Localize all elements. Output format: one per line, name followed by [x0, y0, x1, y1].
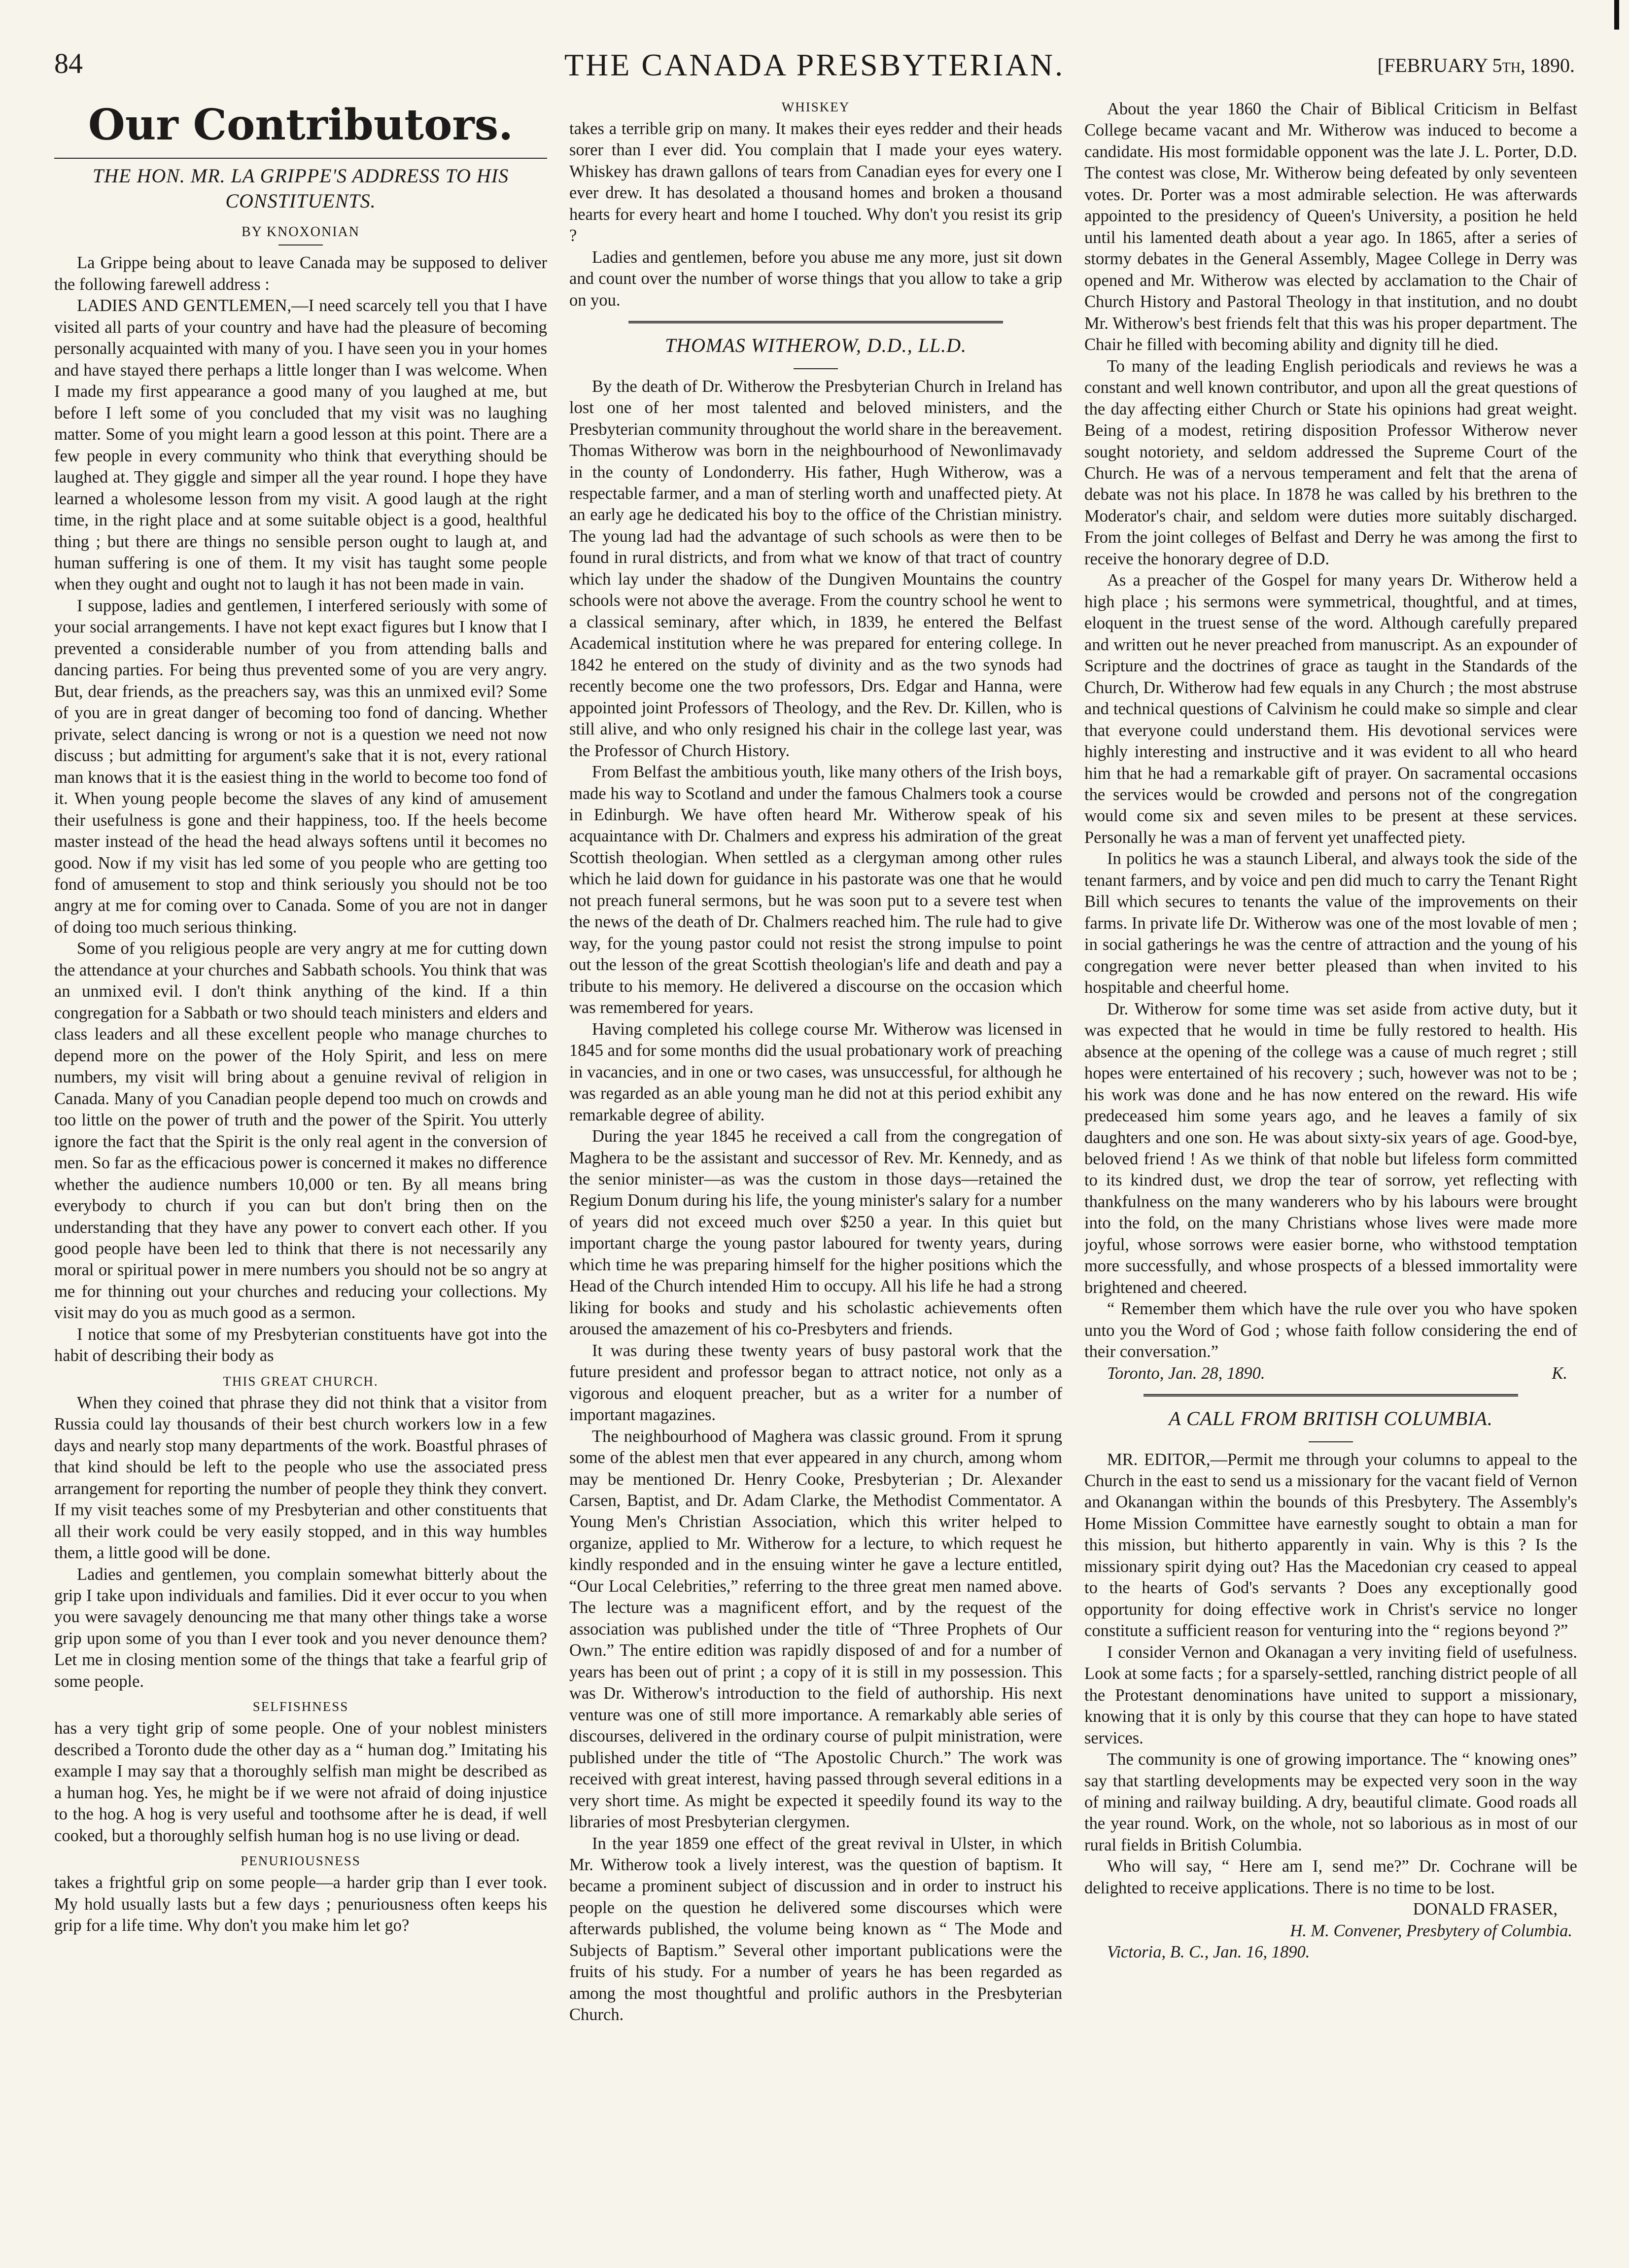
- paragraph: takes a terrible grip on many. It makes their eyes redder and their heads sorer than I ever did. You complain that I made your eyes watery. Whiskey has drawn gallons of tears from Canadian eyes for every one I ever drew. It has desolated a thousand homes and broken a thousand hearts for every heart and home I touched. Why don't you resist its grip ?: [569, 119, 1062, 245]
- byline: BY KNOXONIAN: [242, 224, 360, 240]
- newspaper-title: THE CANADA PRESBYTERIAN.: [564, 47, 1065, 82]
- paragraph: To many of the leading English periodicals and reviews he was a constant and well known contributor, and upon all the great questions of the day affecting either Church or State his opinions had great weight. Being of a modest, retiring disposition Professor Witherow never sought notoriety, and seldom addressed the Supreme Court of the Church. He was of a nervous temperament and felt that the arena of debate was not his place. In 1878 he was called by his brethren to the Moderator's chair, and seldom were duties more suitably discharged. From the joint colleges of Belfast and Derry he was among the first to receive the honorary degree of D.D.: [1084, 356, 1577, 568]
- subheading: PENURIOUSNESS: [241, 1853, 361, 1869]
- paragraph: LADIES AND GENTLEMEN,—I need scarcely tell you that I have visited all parts of your country and have had the pleasure of becoming personally acquainted with many of you. I have seen you in your homes and have stayed there perhaps a little longer than I was welcome. When I made my first appearance a good many of you laughed at me, but before I left some of you concluded that my visit was no laughing matter. Some of you might learn a good lesson at this point. There are a few people in every community who think that everything should be laughed at. They giggle and simper all the year round. I hope they have learned a wholesome lesson from my visit. A good laugh at the right time, in the right place and at some suitable object is a good, healthful thing ; but there are things no sensible person ought to laugh at, and human suffering is one of them. It my visit has taught some people when they ought and ought not to laugh it has not been made in vain.: [54, 296, 547, 594]
- paragraph-text: —Permit me through your columns to appeal to the Church in the east to send us a missionary for the vacant field of Vernon and Okanangan within the bounds of this Presbytery. The Assembly's Home Mission Committee have earnestly sought to obtain a man for this mission, but hitherto apparently in vain. Why is this ? Is the missionary spirit dying out? Has the Macedonian cry ceased to appeal to the hearts of God's servants ? Does any exceptionally good opportunity for doing effective work in Christ's service no longer constitute a sufficient reason for venturing into the “ regions beyond ?”: [1084, 1450, 1577, 1640]
- paragraph: During the year 1845 he received a call from the congregation of Maghera to be the assistant and successor of Rev. Mr. Kennedy, and as the senior minister—as was the custom in those days—retained the Regium Donum during his life, the young minister's salary for a number of years did not exceed much over $250 a year. In this quiet but important charge the young pastor laboured for twenty years, during which time he was preparing himself for the higher positions which the Head of the Church intended Him to occupy. All his life he had a strong liking for books and study and his scholastic achievements often aroused the amazement of his co-Presbyters and friends.: [569, 1127, 1062, 1339]
- paragraph: “ Remember them which have the rule over you who have spoken unto you the Word of God ; whose faith follow considering the end of their conversation.”: [1084, 1299, 1577, 1361]
- divider: [1309, 1441, 1353, 1442]
- paragraph: I consider Vernon and Okanagan a very inviting field of usefulness. Look at some facts ; for a sparsely-settled, ranching district people of all the Protestant denominations have united to support a missionary, knowing that it is only by this course that they can hope to have stated services.: [1084, 1642, 1577, 1747]
- paragraph: I notice that some of my Presbyterian constituents have got into the habit of describing their body as: [54, 1325, 547, 1365]
- divider: [794, 368, 838, 369]
- author-signature: K.: [1552, 1363, 1567, 1383]
- paragraph: When they coined that phrase they did not think that a visitor from Russia could lay thousands of their best church workers low in a few days and nearly stop many departments of the work. Boastful phrases of that kind should be left to the people who use the associated press arrangement for reporting the number of people they think they convert. If my visit teaches some of my Presbyterian and other constituents that all their work could be very easily stopped, and in this way humbles them, a little good will be done.: [54, 1393, 547, 1563]
- paragraph: The community is one of growing importance. The “ knowing ones” say that startling developments may be expected very soon in the way of mining and railway building. A dry, beautiful climate. Good roads all the year round. Work, on the whole, not so laborious as in most of our rural fields in British Columbia.: [1084, 1750, 1577, 1854]
- salutation: MR. EDITOR,: [1107, 1450, 1211, 1469]
- paragraph: By the death of Dr. Witherow the Presbyterian Church in Ireland has lost one of her most talented and beloved ministers, and the Presbyterian community throughout the world share in the bereavement. Thomas Witherow was born in the neighbourhood of Newonlimavady in the county of Londonderry. His father, Hugh Witherow, was a respectable farmer, and a man of sterling worth and unaffected piety. At an early age he dedicated his boy to the office of the Christian ministry. The young lad had the advantage of such schools as were then to be found in rural districts, and from what we know of that tract of country which lay under the shadow of the Dungiven Mountains the country schools were not above the average. From the country school he went to a classical seminary, after which, in 1839, he entered the Belfast Academical institution where he was prepared for entering college. In 1842 he entered on the study of divinity and as the two synods had recently become one the two professors, Drs. Edgar and Hanna, were appointed joint Professors of Theology, and the Rev. Dr. Killen, who is still alive, and who only resigned his chair in the college last year, was the Professor of Church History.: [569, 377, 1062, 760]
- paragraph: has a very tight grip of some people. One of your noblest ministers described a Toronto dude the other day as a “ human dog.” Imitating his example I may say that a thoroughly selfish man might be described as a human hog. Yes, he might be if we were not afraid of doing injustice to the hog. A hog is very useful and toothsome after he is dead, if well cooked, but a thoroughly selfish human hog is no use living or dead.: [54, 1719, 547, 1845]
- paragraph: Having completed his college course Mr. Witherow was licensed in 1845 and for some months did the usual probationary work of preaching in vacancies, and in one or two cases, was unsuccessful, for although he was regarded as an able young man he did not at this period exhibit any remarkable degree of ability.: [569, 1019, 1062, 1124]
- column-2: [569, 99, 1062, 2218]
- paragraph: The neighbourhood of Maghera was classic ground. From it sprung some of the ablest men that ever appeared in any church, among whom may be mentioned Dr. Henry Cooke, Presbyterian ; Dr. Alexander Carsen, Baptist, and Dr. Adam Clarke, the Methodist Commentator. A Young Men's Christian Association, which this writer helped to organize, applied to Mr. Witherow for a lecture, to which request he kindly responded and in the ensuing winter he gave a lecture entitled, “Our Local Celebrities,” referring to the three great men named above. The lecture was a magnificent effort, and by the request of the association was published under the title of “Three Prophets of Our Own.” The entire edition was rapidly disposed of and for a number of years has been out of print ; a copy of it is still in my possession. This was Dr. Witherow's introduction to the field of authorship. His next venture was one of still more importance. A remarkably able series of discourses, delivered in the ordinary course of pulpit ministration, were published under the title of “The Apostolic Church.” The work was received with great interest, having passed through several editions in a very short time. As might be expected it speedily found its way to the libraries of most Presbyterian clergymen.: [569, 1427, 1062, 1832]
- article-title: THE HON. MR. LA GRIPPE'S ADDRESS TO HIS CONSTITUENTS.: [92, 165, 509, 212]
- article-title: A CALL FROM BRITISH COLUMBIA.: [1169, 1407, 1493, 1430]
- scan-edge-mark: [1614, 0, 1619, 30]
- divider: [54, 158, 547, 159]
- column-1: [54, 99, 547, 2218]
- signature-title: H. M. Convener, Presbytery of Columbia.: [1290, 1921, 1572, 1940]
- divider: [628, 321, 1003, 323]
- paragraph: Dr. Witherow for some time was set aside from active duty, but it was expected that he would in time be fully restored to health. His absence at the opening of the college was a cause of much regret ; still hopes were entertained of his recovery ; such, however was not to be ; his work was done and he has now entered on the reward. His wife predeceased him some years ago, and he leaves a family of six daughters and one son. He was about sixty-six years of age. Good-bye, beloved friend ! As we think of that noble but lifeless form committed to its kindred dust, we drop the tear of sorrow, yet reflecting with thankfulness on the many wanderers who by his labours were brought into the fold, on the many Christians whose lives were made more joyful, whose sorrows were easier borne, who withstood temptation more successfully, and whose prospects of a blessed immortality were brightened and cheered.: [1084, 999, 1577, 1297]
- divider: [1144, 1394, 1518, 1396]
- paragraph: Ladies and gentlemen, you complain somewhat bitterly about the grip I take upon individuals and families. Did it ever occur to you when you were savagely denouncing me that many other things take a worse grip upon some of you than I ever took and you never denounce them? Let me in closing mention some of the things that take a fearful grip of some people.: [54, 1565, 547, 1691]
- department-heading: Our Contributors.: [88, 100, 514, 150]
- paragraph: [1084, 1449, 1577, 1642]
- dateline: [1084, 1363, 1577, 1384]
- column-3: [1084, 99, 1577, 2218]
- paragraph: takes a frightful grip on some people—a harder grip than I ever took. My hold usually lasts but a few days ; penuriousness often keeps his grip for a life time. Why don't you make him let go?: [54, 1873, 547, 1935]
- subheading: WHISKEY: [781, 100, 850, 114]
- paragraph: As a preacher of the Gospel for many years Dr. Witherow held a high place ; his sermons were symmetrical, thoughtful, and at times, eloquent in the truest sense of the word. Although carefully prepared and written out he never preached from manuscript. As an expounder of Scripture and the doctrines of grace as taught in the Standards of the Church, Dr. Witherow had few equals in any Church ; the most abstruse and technical questions of Calvinism he could make so simple and clear that everyone could understand them. His devotional services were highly interesting and instructive and it was evident to all who heard him that he had a remarkable gift of prayer. On sacramental occasions the services would be crowded and persons not of the congregation would come six and seven miles to be present at these services. Personally he was a man of fervent yet unaffected piety.: [1084, 571, 1577, 847]
- paragraph: From Belfast the ambitious youth, like many others of the Irish boys, made his way to Scotland and under the famous Chalmers took a course in Edinburgh. We have often heard Mr. Witherow speak of his acquaintance with Dr. Chalmers and express his admiration of the great Scottish theologian. When settled as a clergyman among other rules which he laid down for guidance in his pastorate was one that he would not preach funeral sermons, but he was soon put to a severe test when the news of the death of Dr. Chalmers reached him. The rule had to give way, for the young pastor could not resist the strong impulse to point out the lesson of the great Scottish theologian's life and death and pay a tribute to his memory. He delivered a discourse on the occasion which was remembered for years.: [569, 763, 1062, 1017]
- article-title: THOMAS WITHEROW, D.D., LL.D.: [664, 334, 967, 357]
- paragraph: Some of you religious people are very angry at me for cutting down the attendance at your churches and Sabbath schools. You think that was an unmixed evil. I don't think anything of the kind. If a thin congregation for a Sabbath or two should teach ministers and elders and class leaders and all these excellent people who manage churches to depend more on the power of the Holy Spirit, and less on mere numbers, my visit will bring about a genuine revival of religion in Canada. Many of you Canadian people depend too much on crowds and too little on the power of truth and the power of the Spirit. You utterly ignore the fact that the Spirit is the only real agent in the conversion of men. So far as the efficacious power is concerned it makes no difference whether the audience numbers 10,000 or ten. By all means bring everybody to church if you can but don't bring then on the understanding that they have any power to convert each other. If you good people have been led to think that there is not necessarily any moral or spiritual power in mere numbers you should not be so angry at me for thinning out your churches and reducing your collections. My visit may do you as much good as a sermon.: [54, 939, 547, 1323]
- subheading: THIS GREAT CHURCH.: [223, 1373, 379, 1389]
- dateline-place: Toronto, Jan. 28, 1890.: [1107, 1363, 1265, 1383]
- paragraph: In politics he was a staunch Liberal, and always took the side of the tenant farmers, and by voice and pen did much to carry the Tenant Right Bill which secures to tenants the value of the improvements on their farms. In private life Dr. Witherow was one of the most lovable of men ; in social gatherings he was the centre of attraction and the young of his congregation were never better pleased than when invited to his hospitable and cheerful home.: [1084, 849, 1577, 997]
- paragraph: Ladies and gentlemen, before you abuse me any more, just sit down and count over the number of worse things that you allow to take a grip on you.: [569, 247, 1062, 310]
- signature-place: Victoria, B. C., Jan. 16, 1890.: [1107, 1943, 1310, 1962]
- paragraph: I suppose, ladies and gentlemen, I interfered seriously with some of your social arrangements. I have not kept exact figures but I know that I prevented a considerable number of you from attending balls and dancing parties. For being thus prevented some of you are very angry. But, dear friends, as the preachers say, was this an unmixed evil? Some of you are in great danger of becoming too fond of dancing. Whether private, select dancing is wrong or not is a question we need not now discuss ; but admitting for argument's sake that it is not, every rational man knows that it is the easiest thing in the world to become too fond of it. When young people become the slaves of any kind of amusement their usefulness is gone and their happiness, too. If the heels become master instead of the head the head always softens until it becomes no good. Now if my visit has led some of you people who are getting too fond of amusement to stop and think seriously you should not be too angry at me for coming over to Canada. Some of you are not in danger of doing too much serious thinking.: [54, 596, 547, 937]
- paragraph: La Grippe being about to leave Canada may be supposed to deliver the following farewell address :: [54, 253, 547, 294]
- signature-name: DONALD FRASER,: [1413, 1900, 1558, 1919]
- subheading: SELFISHNESS: [252, 1699, 349, 1714]
- paragraph: Who will say, “ Here am I, send me?” Dr. Cochrane will be delighted to receive applications. There is no time to be lost.: [1084, 1857, 1577, 1897]
- issue-date: [FEBRUARY 5th, 1890.: [1377, 54, 1575, 76]
- paragraph: About the year 1860 the Chair of Biblical Criticism in Belfast College became vacant and Mr. Witherow was induced to become a candidate. His most formidable opponent was the late J. L. Porter, D.D. The contest was close, Mr. Witherow being defeated by only seventeen votes. Dr. Porter was a most admirable selection. He was afterwards appointed to the presidency of Queen's University, a position he held until his lamented death about a year ago. In 1865, after a series of stormy debates in the General Assembly, Magee College in Derry was opened and Mr. Witherow was elected by acclamation to the Chair of Church History and Pastoral Theology in that institution, and no doubt Mr. Witherow's best friends felt that this was his proper department. The Chair he filled with becoming ability and dignity till he died.: [1084, 100, 1577, 354]
- paragraph: In the year 1859 one effect of the great revival in Ulster, in which Mr. Witherow took a lively interest, was the question of baptism. It became a prominent subject of discussion and in order to instruct his people on the question he delivered some discourses which were afterwards published, the volume being known as “ The Mode and Subjects of Baptism.” Several other important publications were the fruits of his study. For a number of years he has been regarded as among the most thoughtful and prolific authors in the Presbyterian Church.: [569, 1834, 1062, 2024]
- page-number: 84: [54, 47, 83, 79]
- page-header: [54, 47, 1575, 94]
- divider: [278, 244, 323, 245]
- paragraph: It was during these twenty years of busy pastoral work that the future president and professor began to attract notice, not only as a vigorous and eloquent preacher, but as a writer for a number of important magazines.: [569, 1341, 1062, 1425]
